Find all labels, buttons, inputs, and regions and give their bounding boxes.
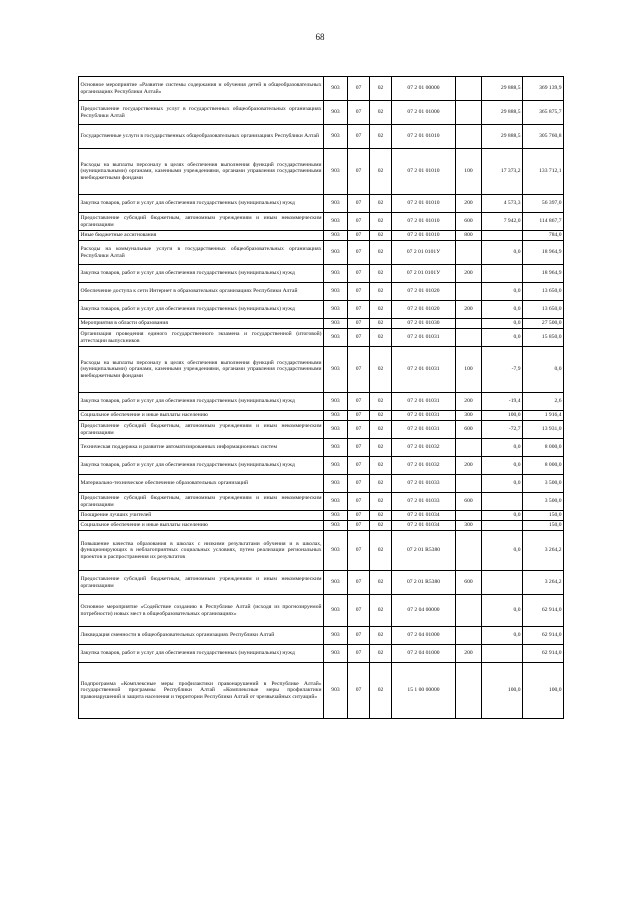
table-row-admin-code: 903: [324, 347, 348, 393]
table-row-amount-2: 100,0: [523, 663, 564, 719]
table-row-subsection: 02: [370, 77, 392, 101]
table-row-amount-2: 150,0: [523, 511, 564, 521]
table-row-section: 07: [348, 283, 370, 301]
table-row-admin-code: 903: [324, 319, 348, 329]
table-row-subsection: 02: [370, 319, 392, 329]
table-row-admin-code: 903: [324, 149, 348, 195]
table-row-admin-code: 903: [324, 265, 348, 283]
table-row-amount-1: [482, 231, 523, 241]
table-row-admin-code: 903: [324, 231, 348, 241]
table-row-target-code: 07 2 01 01031: [392, 421, 456, 439]
table-row-section: 07: [348, 347, 370, 393]
table-row-section: 07: [348, 521, 370, 531]
table-row: [79, 571, 564, 595]
table-row-section: 07: [348, 627, 370, 645]
table-row-amount-2: 784,0: [523, 231, 564, 241]
table-row-name: Организация проведения единого государственного экзамена и государственной (итоговой) аттестации выпускников: [79, 329, 324, 347]
table-row-expense-type: 800: [456, 231, 482, 241]
table-row-subsection: 02: [370, 421, 392, 439]
table-row-target-code: 07 2 01 0101У: [392, 241, 456, 265]
table-row-amount-2: 114 867,7: [523, 213, 564, 231]
table-row-section: 07: [348, 101, 370, 125]
table-row: [79, 101, 564, 125]
table-row-amount-2: 18 964,9: [523, 241, 564, 265]
table-row-subsection: 02: [370, 457, 392, 475]
table-row-section: 07: [348, 531, 370, 571]
table-row-expense-type: [456, 595, 482, 627]
table-row-amount-1: 100,0: [482, 411, 523, 421]
table-row-target-code: 07 2 01 01020: [392, 301, 456, 319]
table-row-admin-code: 903: [324, 663, 348, 719]
table-row-section: 07: [348, 125, 370, 149]
table-row-section: 07: [348, 511, 370, 521]
table-row-name: Предоставление государственных услуг в государственных общеобразовательных организациях Республики Алтай: [79, 101, 324, 125]
table-row-name: Предоставление субсидий бюджетным, автономным учреждениям и иным некоммерческим организациям: [79, 421, 324, 439]
table-row-target-code: 07 2 01 01033: [392, 475, 456, 493]
table-row-admin-code: 903: [324, 627, 348, 645]
table-row-name: Подпрограмма «Комплексные меры профилактики правонарушений в Республике Алтай» государственной программы Республики Алтай «Комплексные меры профилактики правонарушений и защита населения и территории Республики Алтай от чрезвычайных ситуаций»: [79, 663, 324, 719]
table-row-target-code: 07 2 01 01031: [392, 347, 456, 393]
table-row-admin-code: 903: [324, 241, 348, 265]
table-row-expense-type: [456, 241, 482, 265]
table-row-subsection: 02: [370, 213, 392, 231]
table-row-section: 07: [348, 329, 370, 347]
table-row-name: Предоставление субсидий бюджетным, автономным учреждениям и иным некоммерческим организациям: [79, 213, 324, 231]
table-row-target-code: 07 2 01 01010: [392, 231, 456, 241]
table-row: [79, 627, 564, 645]
table-row-section: 07: [348, 493, 370, 511]
table-row-amount-2: 305 760,8: [523, 125, 564, 149]
table-row-name: Мероприятия в области образования: [79, 319, 324, 329]
table-row: [79, 265, 564, 283]
table-row: [79, 319, 564, 329]
table-row-amount-2: 3 264,2: [523, 571, 564, 595]
table-row-expense-type: [456, 319, 482, 329]
table-row-name: Предоставление субсидий бюджетным, автономным учреждениям и иным некоммерческим организациям: [79, 571, 324, 595]
table-row-name: Повышение качества образования в школах с низкими результатами обучения и в школах, функционирующих в неблагоприятных социальных условиях, путем реализации региональных проектов и распространения их результатов: [79, 531, 324, 571]
table-row-section: 07: [348, 439, 370, 457]
table-row-subsection: 02: [370, 411, 392, 421]
table-row-admin-code: 903: [324, 411, 348, 421]
table-row-admin-code: 903: [324, 511, 348, 521]
table-row-subsection: 02: [370, 347, 392, 393]
table-row: [79, 421, 564, 439]
table-row: [79, 439, 564, 457]
table-row-section: 07: [348, 411, 370, 421]
table-row-admin-code: 903: [324, 439, 348, 457]
table-row-expense-type: [456, 77, 482, 101]
table-row-admin-code: 903: [324, 125, 348, 149]
table-row-amount-1: 29 888,5: [482, 101, 523, 125]
table-row-amount-1: [482, 645, 523, 663]
table-row-amount-1: [482, 571, 523, 595]
table-row-subsection: 02: [370, 149, 392, 195]
table-row-expense-type: [456, 101, 482, 125]
table-row-subsection: 02: [370, 663, 392, 719]
budget-table: [78, 76, 564, 719]
table-row-expense-type: 600: [456, 421, 482, 439]
table-row-subsection: 02: [370, 475, 392, 493]
table-row-target-code: 07 2 01 01031: [392, 411, 456, 421]
table-row: [79, 645, 564, 663]
table-row: [79, 493, 564, 511]
table-row-amount-1: 17 373,2: [482, 149, 523, 195]
table-row-admin-code: 903: [324, 475, 348, 493]
table-row-expense-type: 200: [456, 645, 482, 663]
table-row: [79, 231, 564, 241]
table-row-target-code: 07 2 01 01010: [392, 125, 456, 149]
table-row-name: Закупка товаров, работ и услуг для обеспечения государственных (муниципальных) нужд: [79, 301, 324, 319]
table-row-name: Закупка товаров, работ и услуг для обеспечения государственных (муниципальных) нужд: [79, 265, 324, 283]
table-row-name: Государственные услуги в государственных общеобразовательных организациях Республики Алтай: [79, 125, 324, 149]
table-row-amount-2: 15 850,0: [523, 329, 564, 347]
table-row-section: 07: [348, 149, 370, 195]
table-row-name: Социальное обеспечение и иные выплаты населению: [79, 521, 324, 531]
table-row-amount-2: 133 712,1: [523, 149, 564, 195]
table-row: [79, 347, 564, 393]
table-row-subsection: 02: [370, 493, 392, 511]
table-row-expense-type: [456, 663, 482, 719]
table-row-amount-2: 150,0: [523, 521, 564, 531]
table-row-admin-code: 903: [324, 645, 348, 663]
table-row: [79, 663, 564, 719]
table-row-subsection: 02: [370, 195, 392, 213]
table-row-name: Расходы на коммунальные услуги в государственных общеобразовательных организациях Республики Алтай: [79, 241, 324, 265]
table-row-expense-type: [456, 627, 482, 645]
table-row-expense-type: 200: [456, 195, 482, 213]
table-row-name: Иные бюджетные ассигнования: [79, 231, 324, 241]
table-row-admin-code: 903: [324, 421, 348, 439]
table-row-admin-code: 903: [324, 283, 348, 301]
table-row-admin-code: 903: [324, 393, 348, 411]
table-row-subsection: 02: [370, 595, 392, 627]
table-row-subsection: 02: [370, 125, 392, 149]
table-row-expense-type: [456, 511, 482, 521]
table-row-section: 07: [348, 457, 370, 475]
table-row: [79, 393, 564, 411]
table-row-amount-1: 7 942,0: [482, 213, 523, 231]
table-row-expense-type: [456, 439, 482, 457]
table-row-expense-type: [456, 475, 482, 493]
table-row-target-code: 07 2 01 01030: [392, 319, 456, 329]
table-row-target-code: 07 2 01 01034: [392, 521, 456, 531]
table-row-amount-1: 0,0: [482, 595, 523, 627]
table-row-section: 07: [348, 645, 370, 663]
table-row-expense-type: [456, 125, 482, 149]
table-row-amount-2: 13 931,0: [523, 421, 564, 439]
table-row-subsection: 02: [370, 645, 392, 663]
table-row: [79, 521, 564, 531]
table-row-subsection: 02: [370, 571, 392, 595]
table-row-name: Расходы на выплаты персоналу в целях обеспечения выполнения функций государственными (муниципальными) органами, казенными учреждениями, органами управления государственными внебюджетными фондами: [79, 149, 324, 195]
table-row-name: Обеспечение доступа к сети Интернет в образовательных организациях Республики Алтай: [79, 283, 324, 301]
table-row-target-code: 07 2 04 00000: [392, 595, 456, 627]
table-row-subsection: 02: [370, 627, 392, 645]
table-row-admin-code: 903: [324, 531, 348, 571]
table-row-expense-type: 200: [456, 457, 482, 475]
table-row-amount-1: -19,4: [482, 393, 523, 411]
table-row-amount-2: 3 264,2: [523, 531, 564, 571]
table-row-amount-1: 0,0: [482, 531, 523, 571]
table-row-expense-type: 600: [456, 493, 482, 511]
table-row-expense-type: 600: [456, 571, 482, 595]
table-row-section: 07: [348, 77, 370, 101]
table-row-target-code: 07 2 01 01010: [392, 195, 456, 213]
table-row-admin-code: 903: [324, 329, 348, 347]
table-row-amount-2: 13 650,0: [523, 283, 564, 301]
table-row: [79, 595, 564, 627]
table-row-admin-code: 903: [324, 301, 348, 319]
table-row-subsection: 02: [370, 511, 392, 521]
table-row-name: Закупка товаров, работ и услуг для обеспечения государственных (муниципальных) нужд: [79, 645, 324, 663]
table-row-section: 07: [348, 393, 370, 411]
table-row-amount-1: 0,0: [482, 439, 523, 457]
table-row-amount-1: 0,0: [482, 329, 523, 347]
table-row-name: Закупка товаров, работ и услуг для обеспечения государственных (муниципальных) нужд: [79, 393, 324, 411]
table-row-expense-type: 100: [456, 347, 482, 393]
table-row-admin-code: 903: [324, 195, 348, 213]
table-row-subsection: 02: [370, 531, 392, 571]
table-row-amount-1: 0,0: [482, 457, 523, 475]
table-row-amount-2: 3 500,0: [523, 493, 564, 511]
table-row: [79, 213, 564, 231]
table-row-amount-2: 62 914,0: [523, 645, 564, 663]
table-row-amount-1: 0,0: [482, 283, 523, 301]
table-row-name: Ликвидация сменности в общеобразовательных организациях Республики Алтай: [79, 627, 324, 645]
table-row-section: 07: [348, 195, 370, 213]
table-row: [79, 411, 564, 421]
table-row-subsection: 02: [370, 265, 392, 283]
table-row-amount-2: 8 000,0: [523, 439, 564, 457]
table-row-target-code: 07 2 01 01010: [392, 213, 456, 231]
table-row-name: Основное мероприятие «Развитие системы содержания и обучения детей в общеобразовательных организациях Республики Алтай»: [79, 77, 324, 101]
table-row-amount-1: 4 573,3: [482, 195, 523, 213]
table-row: [79, 329, 564, 347]
table-row-amount-1: -7,9: [482, 347, 523, 393]
table-row-target-code: 15 1 00 00000: [392, 663, 456, 719]
table-row-amount-1: 0,0: [482, 301, 523, 319]
table-row-amount-2: 8 000,0: [523, 457, 564, 475]
table-row-subsection: 02: [370, 301, 392, 319]
table-row-subsection: 02: [370, 329, 392, 347]
table-row-subsection: 02: [370, 521, 392, 531]
table-row: [79, 77, 564, 101]
table-row-subsection: 02: [370, 101, 392, 125]
table-row-target-code: 07 2 01 01032: [392, 439, 456, 457]
table-row: [79, 531, 564, 571]
table-row-admin-code: 903: [324, 493, 348, 511]
table-row-target-code: 07 2 04 01000: [392, 627, 456, 645]
table-row-amount-1: 0,0: [482, 627, 523, 645]
table-row-expense-type: [456, 283, 482, 301]
table-row-target-code: 07 2 01 01032: [392, 457, 456, 475]
table-row-name: Материально-техническое обеспечение образовательных организаций: [79, 475, 324, 493]
table-row-name: Основное мероприятие «Содействие созданию в Республике Алтай (исходя из прогнозируемой потребности) новых мест в общеобразовательных организациях»: [79, 595, 324, 627]
table-row-target-code: 07 2 01 00000: [392, 77, 456, 101]
table-row-admin-code: 903: [324, 457, 348, 475]
table-row-target-code: 07 2 01 01020: [392, 283, 456, 301]
table-row-name: Поощрение лучших учителей: [79, 511, 324, 521]
table-row-section: 07: [348, 213, 370, 231]
table-row-admin-code: 903: [324, 521, 348, 531]
table-row-name: Предоставление субсидий бюджетным, автономным учреждениям и иным некоммерческим организациям: [79, 493, 324, 511]
table-row-section: 07: [348, 421, 370, 439]
table-row-target-code: 07 2 04 01000: [392, 645, 456, 663]
table-row-section: 07: [348, 241, 370, 265]
table-row-section: 07: [348, 595, 370, 627]
table-row-expense-type: 600: [456, 213, 482, 231]
table-row-subsection: 02: [370, 439, 392, 457]
table-row-amount-1: 0,0: [482, 241, 523, 265]
table-row-amount-2: 1 916,4: [523, 411, 564, 421]
table-row-target-code: 07 2 01 R5380: [392, 531, 456, 571]
table-row-name: Техническая поддержка и развитие автоматизированных информационных систем: [79, 439, 324, 457]
table-row-name: Социальное обеспечение и иные выплаты населению: [79, 411, 324, 421]
table-row-name: Закупка товаров, работ и услуг для обеспечения государственных (муниципальных) нужд: [79, 457, 324, 475]
table-row-expense-type: 200: [456, 301, 482, 319]
table-row-section: 07: [348, 571, 370, 595]
table-row-section: 07: [348, 301, 370, 319]
table-row-amount-2: 3 500,0: [523, 475, 564, 493]
table-row-amount-2: 18 964,9: [523, 265, 564, 283]
table-row-subsection: 02: [370, 283, 392, 301]
table-row-amount-2: 62 914,0: [523, 627, 564, 645]
table-row-amount-1: 0,0: [482, 319, 523, 329]
table-row-expense-type: 200: [456, 265, 482, 283]
table-row-amount-2: 369 139,9: [523, 77, 564, 101]
table-row-expense-type: [456, 531, 482, 571]
table-row-subsection: 02: [370, 231, 392, 241]
table-row-amount-2: 62 914,0: [523, 595, 564, 627]
table-row: [79, 475, 564, 493]
table-row-target-code: 07 2 01 R5380: [392, 571, 456, 595]
table-row: [79, 283, 564, 301]
table-row-admin-code: 903: [324, 213, 348, 231]
table-row-expense-type: 300: [456, 411, 482, 421]
table-row-section: 07: [348, 265, 370, 283]
table-row-subsection: 02: [370, 393, 392, 411]
table-row-target-code: 07 2 01 01031: [392, 329, 456, 347]
table-row-target-code: 07 2 01 01033: [392, 493, 456, 511]
table-row-target-code: 07 2 01 01000: [392, 101, 456, 125]
table-row-section: 07: [348, 475, 370, 493]
table-row-amount-2: 13 650,0: [523, 301, 564, 319]
table-row: [79, 241, 564, 265]
table-row-amount-2: 0,0: [523, 347, 564, 393]
table-row-subsection: 02: [370, 241, 392, 265]
table-row-admin-code: 903: [324, 571, 348, 595]
table-row: [79, 149, 564, 195]
table-row: [79, 195, 564, 213]
table-row-amount-2: 365 875,7: [523, 101, 564, 125]
table-row-name: Расходы на выплаты персоналу в целях обеспечения выполнения функций государственными (муниципальными) органами, казенными учреждениями, органами управления государственными внебюджетными фондами: [79, 347, 324, 393]
table-row-amount-1: 29 888,5: [482, 77, 523, 101]
table-row-admin-code: 903: [324, 101, 348, 125]
table-row: [79, 301, 564, 319]
table-row-section: 07: [348, 231, 370, 241]
table-row-amount-1: [482, 493, 523, 511]
table-row-target-code: 07 2 01 0101У: [392, 265, 456, 283]
table-row-expense-type: 300: [456, 521, 482, 531]
table-row-amount-1: 29 888,5: [482, 125, 523, 149]
page-number: 68: [315, 32, 325, 42]
table-row-target-code: 07 2 01 01031: [392, 393, 456, 411]
table-row-amount-2: 56 397,0: [523, 195, 564, 213]
table-row-section: 07: [348, 663, 370, 719]
table-row-amount-2: 27 500,0: [523, 319, 564, 329]
table-row-amount-1: [482, 265, 523, 283]
table-row-name: Закупка товаров, работ и услуг для обеспечения государственных (муниципальных) нужд: [79, 195, 324, 213]
table-row-amount-1: 0,0: [482, 511, 523, 521]
table-row: [79, 457, 564, 475]
table-row-amount-1: -72,7: [482, 421, 523, 439]
table-row-section: 07: [348, 319, 370, 329]
table-row-amount-1: 100,0: [482, 663, 523, 719]
table-row-target-code: 07 2 01 01010: [392, 149, 456, 195]
table-row-amount-2: 2,6: [523, 393, 564, 411]
table-row-amount-1: 0,0: [482, 475, 523, 493]
table-row-admin-code: 903: [324, 77, 348, 101]
table-row-target-code: 07 2 01 01034: [392, 511, 456, 521]
table-row-admin-code: 903: [324, 595, 348, 627]
table-row: [79, 511, 564, 521]
table-row-expense-type: 200: [456, 393, 482, 411]
table-row-expense-type: [456, 329, 482, 347]
table-row: [79, 125, 564, 149]
table-row-expense-type: 100: [456, 149, 482, 195]
table-row-amount-1: [482, 521, 523, 531]
